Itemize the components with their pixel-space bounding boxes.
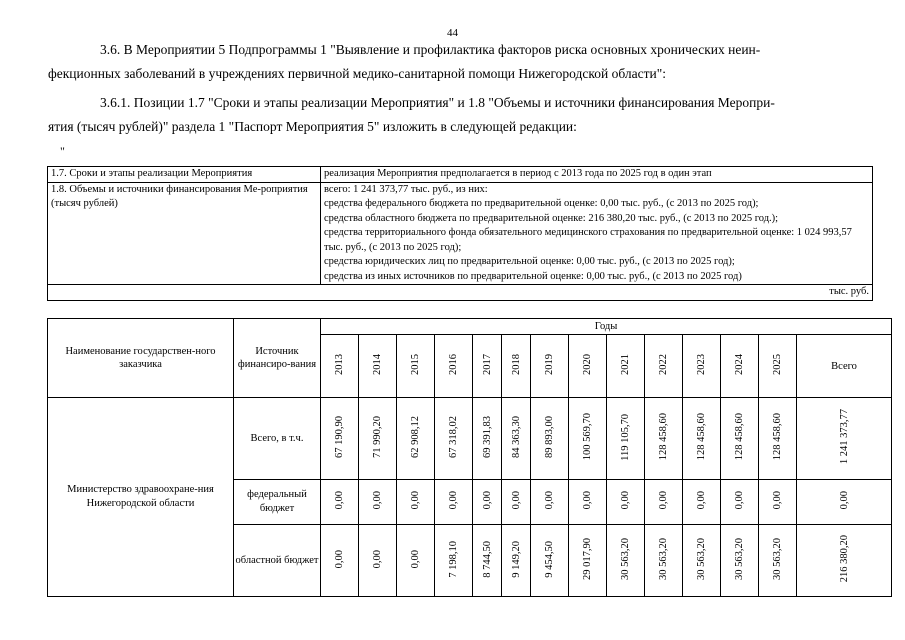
page-number: 44: [447, 27, 458, 39]
value-cell: 0,00: [473, 480, 502, 525]
source-label: областной бюджет: [234, 525, 321, 597]
passport-row-1-8: [48, 182, 873, 285]
total-header: Всего: [797, 335, 892, 398]
value-cell: 0,00: [759, 480, 797, 525]
value-cell: 0,00: [607, 480, 645, 525]
year-header: 2025: [759, 335, 797, 398]
value-cell: 100 569,70: [569, 398, 607, 480]
unit-label: тыс. руб.: [48, 285, 873, 301]
paragraph-3-6: [48, 38, 860, 86]
value-cell: 0,00: [359, 480, 397, 525]
table-row-total: [48, 398, 892, 480]
value-cell: 128 458,60: [759, 398, 797, 480]
paragraph-3-6-1: [48, 91, 860, 139]
value-cell: 7 198,10: [435, 525, 473, 597]
source-header: Источник финансиро-вания: [234, 319, 321, 398]
value-cell: 0,00: [531, 480, 569, 525]
paragraph-line: 3.6.1. Позиции 1.7 "Сроки и этапы реализации Мероприятия" и 1.8 "Объемы и источники финансирования Меропри-: [100, 95, 775, 110]
value-cell: 29 017,90: [569, 525, 607, 597]
value-cell: 0,00: [435, 480, 473, 525]
source-label: федеральный бюджет: [234, 480, 321, 525]
passport-table: [47, 166, 873, 301]
value-cell: 0,00: [397, 480, 435, 525]
customer-name: Министерство здравоохране-ния Нижегородской области: [48, 398, 234, 597]
value-cell: 119 105,70: [607, 398, 645, 480]
opening-quote: ": [60, 144, 65, 158]
customer-header: Наименование государствен-ного заказчика: [48, 319, 234, 398]
years-header: Годы: [321, 319, 892, 335]
year-header: 2020: [569, 335, 607, 398]
funding-line: средства федерального бюджета по предварительной оценке: 0,00 тыс. руб., (с 2013 по 2025 год);: [324, 198, 759, 209]
value-cell: 0,00: [321, 480, 359, 525]
value-cell: 0,00: [502, 480, 531, 525]
total-cell: 1 241 373,77: [797, 398, 892, 480]
passport-row-1-7: [48, 167, 873, 183]
year-header: 2018: [502, 335, 531, 398]
paragraph-line: фекционных заболеваний в учреждениях первичной медико-санитарной помощи Нижегородской области":: [48, 66, 667, 81]
value-cell: 84 363,30: [502, 398, 531, 480]
value-cell: 62 908,12: [397, 398, 435, 480]
passport-label: 1.7. Сроки и этапы реализации Мероприятия: [48, 167, 321, 183]
funding-line: средства областного бюджета по предварительной оценке: 216 380,20 тыс. руб., (с 2013 по 2025 год.);: [324, 212, 779, 224]
unit-row: [48, 285, 873, 301]
total-cell: 216 380,20: [797, 525, 892, 597]
value-cell: 30 563,20: [683, 525, 721, 597]
value-cell: 0,00: [569, 480, 607, 525]
value-cell: 128 458,60: [645, 398, 683, 480]
year-header: 2024: [721, 335, 759, 398]
value-cell: 30 563,20: [759, 525, 797, 597]
year-header: 2021: [607, 335, 645, 398]
value-cell: 67 190,90: [321, 398, 359, 480]
year-header: 2022: [645, 335, 683, 398]
funding-line: средства из иных источников по предварительной оценке: 0,00 тыс. руб., (с 2013 по 2025 год): [324, 270, 742, 282]
year-header: 2013: [321, 335, 359, 398]
value-cell: 71 990,20: [359, 398, 397, 480]
value-cell: 69 391,83: [473, 398, 502, 480]
value-cell: 30 563,20: [607, 525, 645, 597]
paragraph-line: 3.6. В Мероприятии 5 Подпрограммы 1 "Выявление и профилактика факторов риска основных хронических неин-: [100, 42, 761, 57]
passport-label: 1.8. Объемы и источники финансирования Ме-роприятия (тысяч рублей): [48, 182, 321, 285]
value-cell: 0,00: [359, 525, 397, 597]
value-cell: 0,00: [683, 480, 721, 525]
year-header: 2019: [531, 335, 569, 398]
value-cell: 128 458,60: [721, 398, 759, 480]
funding-line: средства территориального фонда обязательного медицинского страхования по предварительной оценке: 1 024 993,57 тыс. руб., (с 2013 по 2025 год);: [324, 227, 852, 253]
total-cell: 0,00: [797, 480, 892, 525]
value-cell: 67 318,02: [435, 398, 473, 480]
year-header: 2014: [359, 335, 397, 398]
year-header: 2015: [397, 335, 435, 398]
value-cell: 9 454,50: [531, 525, 569, 597]
paragraph-line: ятия (тысяч рублей)" раздела 1 "Паспорт Мероприятия 5" изложить в следующей редакции:: [48, 119, 577, 134]
financing-table: [47, 318, 892, 597]
value-cell: 0,00: [721, 480, 759, 525]
value-cell: 9 149,20: [502, 525, 531, 597]
passport-value: [321, 182, 873, 285]
year-header: 2016: [435, 335, 473, 398]
value-cell: 128 458,60: [683, 398, 721, 480]
year-header: 2017: [473, 335, 502, 398]
value-cell: 89 893,00: [531, 398, 569, 480]
source-label: Всего, в т.ч.: [234, 398, 321, 480]
funding-line: средства юридических лиц по предварительной оценке: 0,00 тыс. руб., (с 2013 по 2025 год);: [324, 256, 735, 267]
funding-line: всего: 1 241 373,77 тыс. руб., из них:: [324, 183, 488, 195]
value-cell: 30 563,20: [721, 525, 759, 597]
value-cell: 0,00: [397, 525, 435, 597]
value-cell: 8 744,50: [473, 525, 502, 597]
value-cell: 30 563,20: [645, 525, 683, 597]
value-cell: 0,00: [645, 480, 683, 525]
value-cell: 0,00: [321, 525, 359, 597]
passport-value: реализация Мероприятия предполагается в период с 2013 года по 2025 год в один этап: [321, 167, 873, 183]
header-row-top: [48, 319, 892, 335]
year-header: 2023: [683, 335, 721, 398]
